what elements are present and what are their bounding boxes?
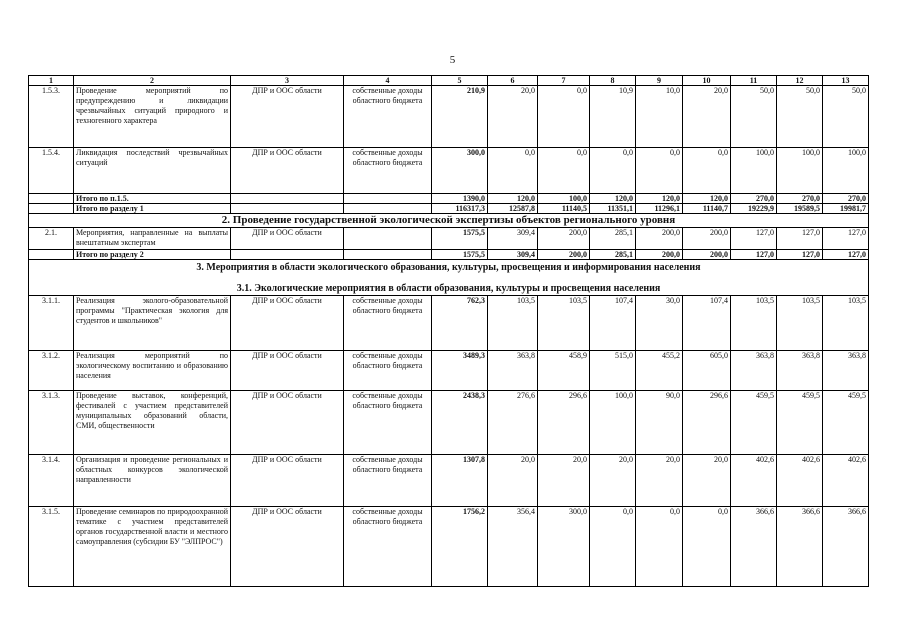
item-value: 103,5 bbox=[777, 296, 823, 351]
total-row bbox=[29, 250, 869, 260]
item-value: 103,5 bbox=[488, 296, 538, 351]
column-header: 9 bbox=[636, 76, 683, 86]
item-value: 0,0 bbox=[590, 507, 636, 587]
item-value: 515,0 bbox=[590, 351, 636, 391]
item-value: 10,9 bbox=[590, 86, 636, 148]
total-value: 127,0 bbox=[731, 250, 777, 260]
total-executor-cell bbox=[231, 250, 344, 260]
column-header: 6 bbox=[488, 76, 538, 86]
total-label: Итого по разделу 2 bbox=[74, 250, 231, 260]
column-header: 7 bbox=[538, 76, 590, 86]
total-value: 12587,8 bbox=[488, 204, 538, 214]
column-header: 5 bbox=[432, 76, 488, 86]
item-value: 20,0 bbox=[488, 455, 538, 507]
total-value: 200,0 bbox=[683, 250, 731, 260]
item-executor: ДПР и ООС области bbox=[231, 296, 344, 351]
total-value: 270,0 bbox=[777, 194, 823, 204]
total-value: 11296,1 bbox=[636, 204, 683, 214]
total-code-cell bbox=[29, 250, 74, 260]
total-code-cell bbox=[29, 194, 74, 204]
item-source: собственные доходы областного бюджета bbox=[344, 507, 432, 587]
total-value: 11351,1 bbox=[590, 204, 636, 214]
item-value: 0,0 bbox=[538, 86, 590, 148]
item-name: Реализация мероприятий по экологическому воспитанию и образованию населения bbox=[74, 351, 231, 391]
item-value: 200,0 bbox=[683, 228, 731, 250]
item-value: 103,5 bbox=[823, 296, 869, 351]
item-value: 107,4 bbox=[683, 296, 731, 351]
item-value: 366,6 bbox=[777, 507, 823, 587]
item-code: 1.5.3. bbox=[29, 86, 74, 148]
item-value: 356,4 bbox=[488, 507, 538, 587]
column-header: 13 bbox=[823, 76, 869, 86]
item-name: Организация и проведение региональных и областных конкурсов экологической направленности bbox=[74, 455, 231, 507]
total-value: 270,0 bbox=[823, 194, 869, 204]
item-value: 366,6 bbox=[731, 507, 777, 587]
item-value: 300,0 bbox=[538, 507, 590, 587]
total-value: 19229,9 bbox=[731, 204, 777, 214]
column-header: 3 bbox=[231, 76, 344, 86]
item-value: 20,0 bbox=[683, 86, 731, 148]
item-name: Проведение семинаров по природоохранной тематике с участием представителей органов государственной власти и местного самоуправления (субсидии БУ "ЭЛПРОС") bbox=[74, 507, 231, 587]
table-row bbox=[29, 391, 869, 455]
total-value: 200,0 bbox=[538, 250, 590, 260]
item-code: 3.1.3. bbox=[29, 391, 74, 455]
item-value: 0,0 bbox=[636, 148, 683, 194]
item-value: 0,0 bbox=[683, 148, 731, 194]
section-3-1-title: 3.1. Экологические мероприятия в области образования, культуры и просвещения населения bbox=[236, 283, 661, 294]
item-code: 3.1.4. bbox=[29, 455, 74, 507]
total-value: 120,0 bbox=[488, 194, 538, 204]
item-code: 3.1.5. bbox=[29, 507, 74, 587]
table-row bbox=[29, 86, 869, 148]
column-header: 4 bbox=[344, 76, 432, 86]
table-row bbox=[29, 507, 869, 587]
item-source: собственные доходы областного бюджета bbox=[344, 86, 432, 148]
item-value: 605,0 bbox=[683, 351, 731, 391]
item-value: 20,0 bbox=[538, 455, 590, 507]
item-source: собственные доходы областного бюджета bbox=[344, 296, 432, 351]
column-header: 11 bbox=[731, 76, 777, 86]
item-value: 762,3 bbox=[432, 296, 488, 351]
item-value: 30,0 bbox=[636, 296, 683, 351]
total-row bbox=[29, 204, 869, 214]
item-value: 100,0 bbox=[590, 391, 636, 455]
column-header: 12 bbox=[777, 76, 823, 86]
item-value: 20,0 bbox=[683, 455, 731, 507]
item-executor: ДПР и ООС области bbox=[231, 351, 344, 391]
item-source: собственные доходы областного бюджета bbox=[344, 351, 432, 391]
section-3-header-cell bbox=[29, 260, 869, 296]
item-value: 296,6 bbox=[538, 391, 590, 455]
item-source: собственные доходы областного бюджета bbox=[344, 391, 432, 455]
item-value: 50,0 bbox=[731, 86, 777, 148]
item-value: 20,0 bbox=[590, 455, 636, 507]
total-value: 1575,5 bbox=[432, 250, 488, 260]
table-row bbox=[29, 148, 869, 194]
item-value: 0,0 bbox=[636, 507, 683, 587]
item-source bbox=[344, 228, 432, 250]
item-value: 0,0 bbox=[488, 148, 538, 194]
item-value: 296,6 bbox=[683, 391, 731, 455]
total-source-cell bbox=[344, 250, 432, 260]
budget-table bbox=[28, 75, 869, 587]
item-code: 3.1.2. bbox=[29, 351, 74, 391]
item-value: 363,8 bbox=[731, 351, 777, 391]
total-value: 120,0 bbox=[636, 194, 683, 204]
total-value: 285,1 bbox=[590, 250, 636, 260]
item-value: 103,5 bbox=[538, 296, 590, 351]
table-row bbox=[29, 455, 869, 507]
item-value: 3489,3 bbox=[432, 351, 488, 391]
item-value: 1575,5 bbox=[432, 228, 488, 250]
item-value: 20,0 bbox=[636, 455, 683, 507]
total-value: 120,0 bbox=[590, 194, 636, 204]
item-executor: ДПР и ООС области bbox=[231, 391, 344, 455]
item-value: 363,8 bbox=[823, 351, 869, 391]
item-name: Проведение выставок, конференций, фестивалей с участием представителей муниципальных образований области, СМИ, общественности bbox=[74, 391, 231, 455]
item-value: 402,6 bbox=[823, 455, 869, 507]
item-value: 0,0 bbox=[683, 507, 731, 587]
item-value: 100,0 bbox=[731, 148, 777, 194]
item-source: собственные доходы областного бюджета bbox=[344, 148, 432, 194]
section-3-title: 3. Мероприятия в области экологического образования, культуры, просвещения и информирования населения bbox=[196, 262, 701, 273]
item-executor: ДПР и ООС области bbox=[231, 507, 344, 587]
total-value: 120,0 bbox=[683, 194, 731, 204]
item-value: 459,5 bbox=[823, 391, 869, 455]
item-name: Ликвидация последствий чрезвычайных ситуаций bbox=[74, 148, 231, 194]
total-executor-cell bbox=[231, 204, 344, 214]
item-value: 50,0 bbox=[823, 86, 869, 148]
column-header: 10 bbox=[683, 76, 731, 86]
item-value: 276,6 bbox=[488, 391, 538, 455]
item-value: 90,0 bbox=[636, 391, 683, 455]
column-header: 8 bbox=[590, 76, 636, 86]
section-2-title: 2. Проведение государственной экологической экспертизы объектов регионального уровня bbox=[221, 214, 676, 226]
column-header: 1 bbox=[29, 76, 74, 86]
item-code: 1.5.4. bbox=[29, 148, 74, 194]
total-executor-cell bbox=[231, 194, 344, 204]
total-value: 270,0 bbox=[731, 194, 777, 204]
item-value: 200,0 bbox=[636, 228, 683, 250]
table-row bbox=[29, 296, 869, 351]
item-name: Реализация эколого-образовательной программы "Практическая экология для студентов и школьников" bbox=[74, 296, 231, 351]
item-value: 1307,8 bbox=[432, 455, 488, 507]
section-3-header bbox=[29, 260, 869, 296]
item-executor: ДПР и ООС области bbox=[231, 148, 344, 194]
item-code: 3.1.1. bbox=[29, 296, 74, 351]
item-executor: ДПР и ООС области bbox=[231, 86, 344, 148]
item-value: 366,6 bbox=[823, 507, 869, 587]
total-value: 19981,7 bbox=[823, 204, 869, 214]
total-value: 100,0 bbox=[538, 194, 590, 204]
item-value: 50,0 bbox=[777, 86, 823, 148]
item-source: собственные доходы областного бюджета bbox=[344, 455, 432, 507]
item-value: 10,0 bbox=[636, 86, 683, 148]
item-value: 363,8 bbox=[488, 351, 538, 391]
item-value: 459,5 bbox=[777, 391, 823, 455]
item-executor: ДПР и ООС области bbox=[231, 455, 344, 507]
item-value: 100,0 bbox=[777, 148, 823, 194]
item-value: 1756,2 bbox=[432, 507, 488, 587]
total-value: 309,4 bbox=[488, 250, 538, 260]
item-value: 402,6 bbox=[777, 455, 823, 507]
item-value: 285,1 bbox=[590, 228, 636, 250]
item-value: 2438,3 bbox=[432, 391, 488, 455]
table-row bbox=[29, 228, 869, 250]
total-source-cell bbox=[344, 194, 432, 204]
total-value: 127,0 bbox=[823, 250, 869, 260]
item-value: 103,5 bbox=[731, 296, 777, 351]
item-value: 127,0 bbox=[777, 228, 823, 250]
section-2-header bbox=[29, 214, 869, 228]
item-value: 300,0 bbox=[432, 148, 488, 194]
item-value: 127,0 bbox=[823, 228, 869, 250]
section-2-header-cell bbox=[29, 214, 869, 228]
item-name: Мероприятия, направленные на выплаты внештатным экспертам bbox=[74, 228, 231, 250]
total-value: 200,0 bbox=[636, 250, 683, 260]
total-code-cell bbox=[29, 204, 74, 214]
item-value: 459,5 bbox=[731, 391, 777, 455]
page-number: 5 bbox=[449, 54, 456, 66]
column-header: 2 bbox=[74, 76, 231, 86]
total-label: Итого по п.1.5. bbox=[74, 194, 231, 204]
item-value: 402,6 bbox=[731, 455, 777, 507]
total-value: 1390,0 bbox=[432, 194, 488, 204]
item-value: 363,8 bbox=[777, 351, 823, 391]
item-value: 458,9 bbox=[538, 351, 590, 391]
total-value: 127,0 bbox=[777, 250, 823, 260]
table-row bbox=[29, 351, 869, 391]
total-source-cell bbox=[344, 204, 432, 214]
header-row bbox=[29, 76, 869, 86]
item-name: Проведение мероприятий по предупреждению и ликвидации чрезвычайных ситуаций природного и техногенного характера bbox=[74, 86, 231, 148]
total-value: 11140,5 bbox=[538, 204, 590, 214]
item-value: 107,4 bbox=[590, 296, 636, 351]
item-value: 200,0 bbox=[538, 228, 590, 250]
total-value: 19589,5 bbox=[777, 204, 823, 214]
item-value: 100,0 bbox=[823, 148, 869, 194]
item-value: 455,2 bbox=[636, 351, 683, 391]
total-value: 116317,3 bbox=[432, 204, 488, 214]
item-code: 2.1. bbox=[29, 228, 74, 250]
item-value: 127,0 bbox=[731, 228, 777, 250]
total-value: 11140,7 bbox=[683, 204, 731, 214]
item-executor: ДПР и ООС области bbox=[231, 228, 344, 250]
item-value: 0,0 bbox=[590, 148, 636, 194]
item-value: 20,0 bbox=[488, 86, 538, 148]
total-label: Итого по разделу 1 bbox=[74, 204, 231, 214]
item-value: 210,9 bbox=[432, 86, 488, 148]
item-value: 309,4 bbox=[488, 228, 538, 250]
total-row bbox=[29, 194, 869, 204]
item-value: 0,0 bbox=[538, 148, 590, 194]
